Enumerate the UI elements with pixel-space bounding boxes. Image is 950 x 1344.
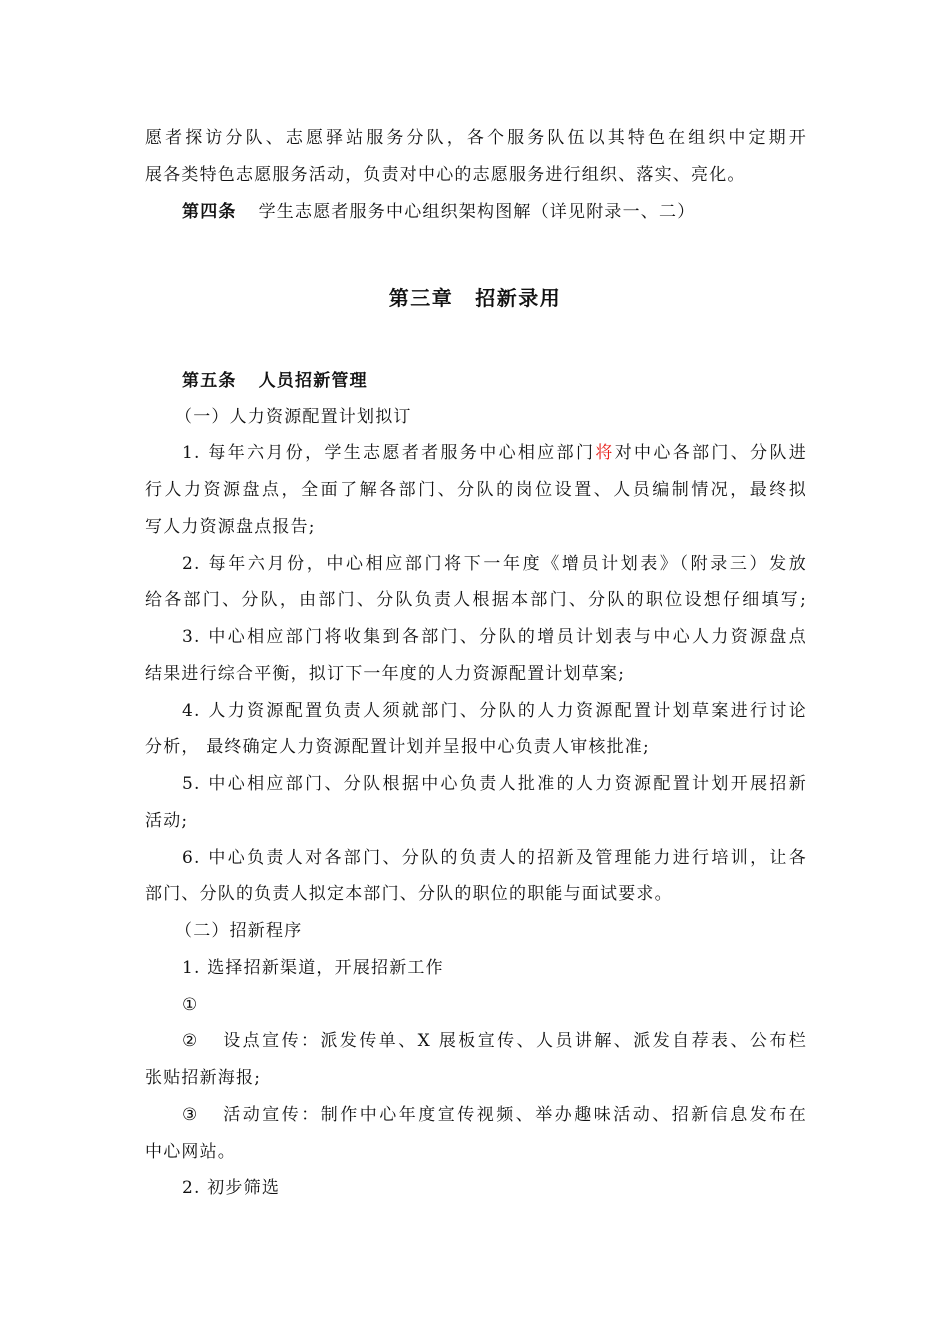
article-4 bbox=[182, 202, 807, 222]
paragraph-line: 4. 人力资源配置负责人须就部门、分队的人力资源配置计划草案进行讨论 bbox=[182, 701, 807, 721]
article-4-label: 第四条 bbox=[182, 202, 237, 222]
paragraph-line: 3. 中心相应部门将收集到各部门、分队的增员计划表与中心人力资源盘点 bbox=[182, 627, 807, 647]
article-5-label: 第五条 bbox=[182, 371, 237, 391]
list-item bbox=[182, 1105, 807, 1125]
list-item bbox=[182, 1031, 807, 1051]
list-marker: ① bbox=[182, 995, 199, 1015]
highlighted-char: 将 bbox=[595, 443, 615, 463]
chapter-title: 招新录用 bbox=[475, 286, 562, 310]
paragraph-line: 6. 中心负责人对各部门、分队的负责人的招新及管理能力进行培训，让各 bbox=[182, 848, 807, 868]
paragraph-line: 部门、分队的负责人拟定本部门、分队的职位的职能与面试要求。 bbox=[145, 884, 673, 904]
text-span: 1. 每年六月份，学生志愿者者服务中心相应部门 bbox=[182, 443, 596, 463]
paragraph-line: 2. 初步筛选 bbox=[182, 1178, 281, 1198]
paragraph-line bbox=[182, 443, 807, 463]
list-marker: ② bbox=[182, 1031, 199, 1051]
list-item-text: 活动宣传：制作中心年度宣传视频、举办趣味活动、招新信息发布在 bbox=[222, 1105, 807, 1125]
paragraph-line: 愿者探访分队、志愿驿站服务分队，各个服务队伍以其特色在组织中定期开 bbox=[145, 128, 807, 148]
paragraph-line: 行人力资源盘点，全面了解各部门、分队的岗位设置、人员编制情况，最终拟 bbox=[145, 480, 807, 500]
article-5-heading bbox=[182, 371, 807, 391]
paragraph-line: 给各部门、分队，由部门、分队负责人根据本部门、分队的职位设想仔细填写; bbox=[145, 590, 807, 610]
text-span: 对中心各部门、分队进 bbox=[614, 443, 808, 463]
section-heading: （二）招新程序 bbox=[175, 921, 303, 941]
list-marker: ③ bbox=[182, 1105, 199, 1125]
paragraph-line: 1. 选择招新渠道，开展招新工作 bbox=[182, 958, 444, 978]
paragraph-line: 分析， 最终确定人力资源配置计划并呈报中心负责人审核批准; bbox=[145, 737, 650, 757]
paragraph-line: 结果进行综合平衡，拟订下一年度的人力资源配置计划草案; bbox=[145, 664, 626, 684]
chapter-label: 第三章 bbox=[388, 286, 454, 310]
paragraph-line: 5. 中心相应部门、分队根据中心负责人批准的人力资源配置计划开展招新 bbox=[182, 774, 807, 794]
paragraph-line: 活动; bbox=[145, 811, 189, 831]
section-heading: （一）人力资源配置计划拟订 bbox=[175, 407, 412, 427]
article-4-text: 学生志愿者服务中心组织架构图解（详见附录一、二） bbox=[258, 202, 696, 222]
chapter-heading bbox=[0, 286, 950, 310]
paragraph-line: 写人力资源盘点报告; bbox=[145, 517, 316, 537]
paragraph-line: 中心网站。 bbox=[145, 1142, 236, 1162]
paragraph-line: 2. 每年六月份，中心相应部门将下一年度《增员计划表》（附录三）发放 bbox=[182, 554, 807, 574]
paragraph-line: 展各类特色志愿服务活动，负责对中心的志愿服务进行组织、落实、亮化。 bbox=[145, 165, 746, 185]
list-item-text: 设点宣传：派发传单、X 展板宣传、人员讲解、派发自荐表、公布栏 bbox=[222, 1031, 807, 1051]
paragraph-line: 张贴招新海报; bbox=[145, 1068, 262, 1088]
article-5-title: 人员招新管理 bbox=[258, 371, 368, 391]
